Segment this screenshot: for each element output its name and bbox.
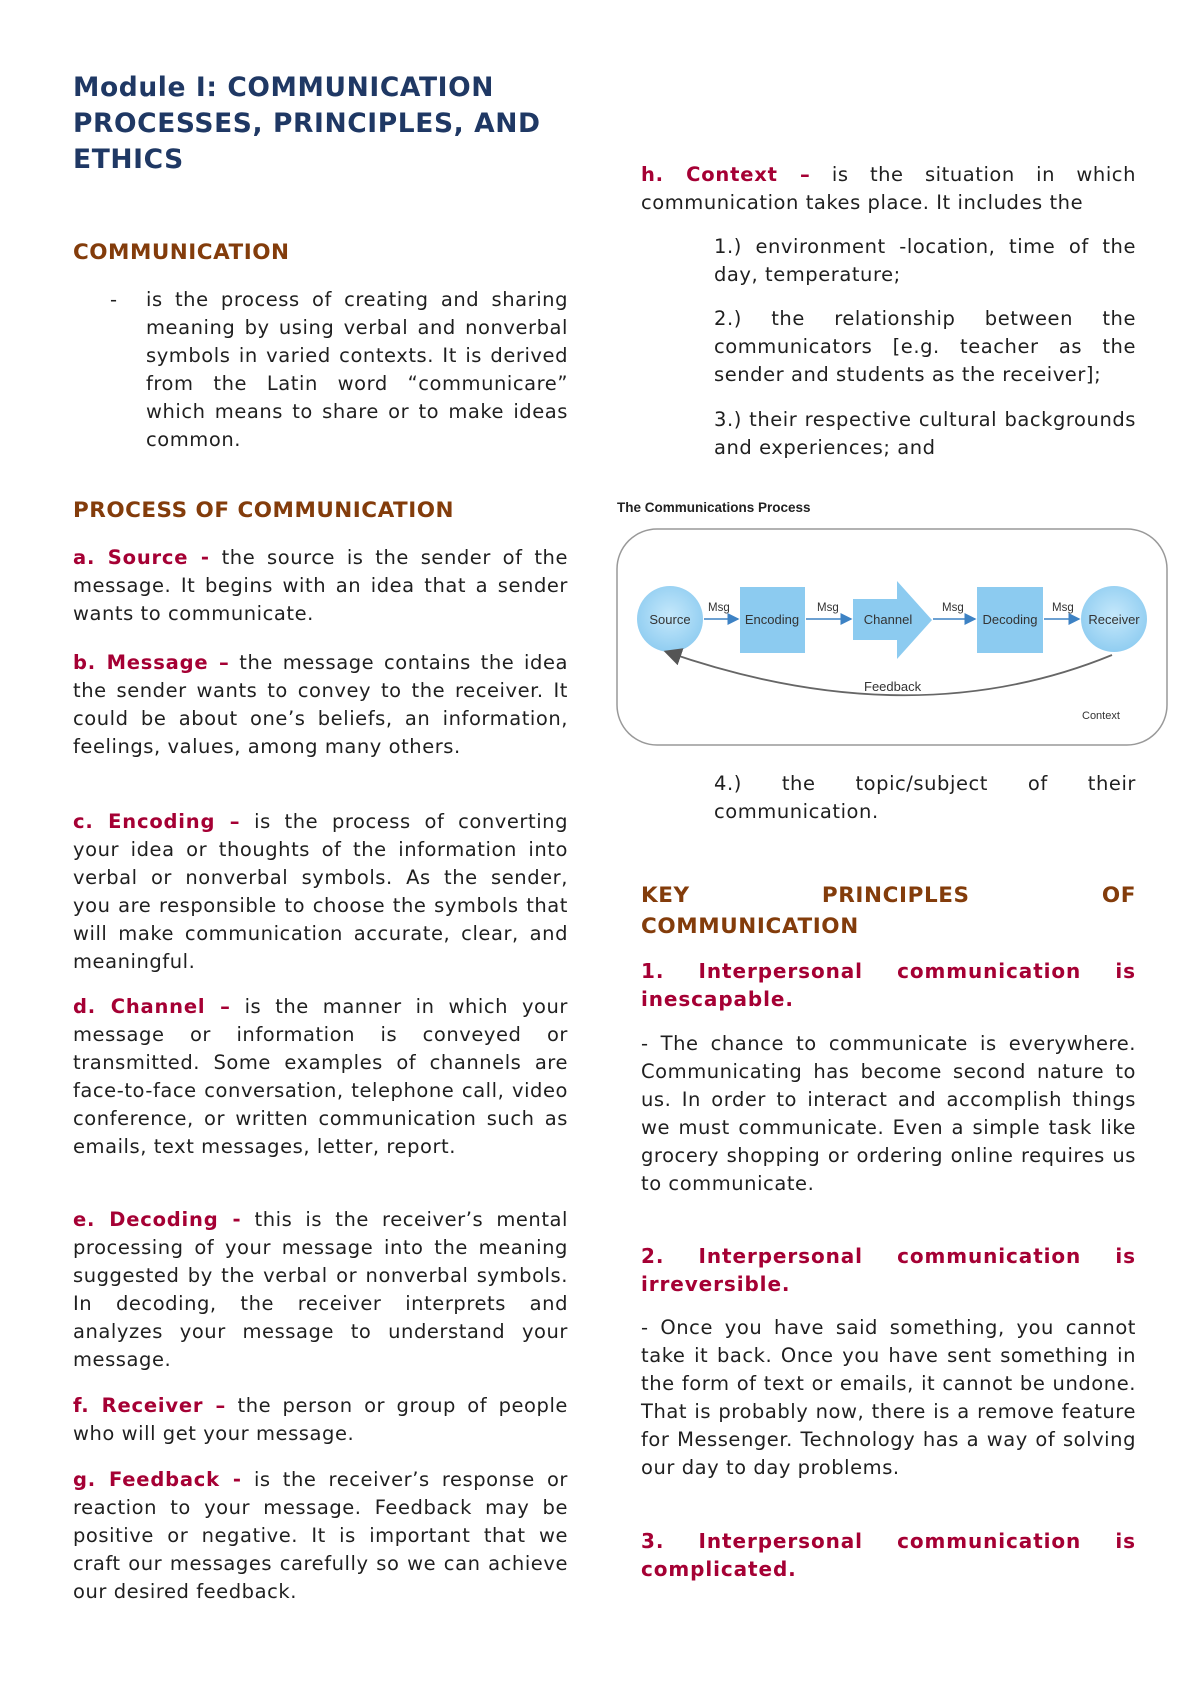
context-label: Context — [1082, 710, 1120, 722]
context-list-item: 1.) environment -location, time of the day, temperature; — [714, 235, 1136, 286]
principles-heading-word: KEY — [641, 883, 690, 908]
process-term: b. Message – — [73, 651, 230, 674]
context-list-item: 4.) the topic/subject of their communication. — [714, 772, 1136, 823]
node-label: Receiver — [1088, 612, 1140, 627]
process-term: h. Context – — [641, 163, 811, 186]
process-item-source — [73, 544, 568, 628]
process-item-feedback — [73, 1466, 568, 1606]
diagram-title: The Communications Process — [617, 500, 811, 515]
process-term: d. Channel – — [73, 995, 231, 1018]
principle-title: 1. Interpersonal communication is inescapable. — [641, 959, 1136, 1011]
process-item-channel — [73, 993, 568, 1161]
process-desc: is the receiver’s response or reaction to your message. Feedback may be positive or negative. It is important that we craft our messages carefully so we can achieve our desired feedback. — [73, 1468, 568, 1603]
process-desc: this is the receiver’s mental processing of your message into the meaning suggested by the verbal or nonverbal symbols. In decoding, the receiver interprets and analyzes your message to understand your message. — [73, 1208, 568, 1371]
principles-heading — [641, 880, 1136, 942]
process-item-message — [73, 649, 568, 761]
node-label: Channel — [863, 612, 913, 627]
process-desc: is the situation in which communication takes place. It includes the — [641, 163, 1136, 214]
node-label: Encoding — [744, 612, 800, 627]
process-term: g. Feedback - — [73, 1468, 242, 1491]
process-item-receiver — [73, 1392, 568, 1448]
msg-label: Msg — [1052, 602, 1074, 614]
msg-label: Msg — [942, 602, 964, 614]
communication-heading: COMMUNICATION — [73, 240, 290, 265]
bullet-dash: - — [110, 288, 118, 311]
process-item-context — [641, 161, 1136, 217]
feedback-label: Feedback — [864, 679, 922, 694]
principles-heading-line2: COMMUNICATION — [641, 914, 859, 939]
process-heading: PROCESS OF COMMUNICATION — [73, 498, 454, 523]
page-title: Module I: COMMUNICATION PROCESSES, PRINCIPLES, AND ETHICS — [73, 72, 541, 175]
principles-heading-word: PRINCIPLES — [821, 883, 970, 908]
msg-label: Msg — [708, 602, 730, 614]
communication-definition: is the process of creating and sharing meaning by using verbal and nonverbal symbols in varied contexts. It is derived from the Latin word “communicare” which means to share or to make ideas common. — [146, 288, 568, 451]
process-desc: is the process of converting your idea or thoughts of the information into verbal or nonverbal symbols. As the sender, you are responsible to choose the symbols that will make communication accurate, clear, and meaningful. — [73, 810, 568, 973]
process-desc: the source is the sender of the message. It begins with an idea that a sender wants to communicate. — [73, 546, 569, 625]
process-term: a. Source - — [73, 546, 210, 569]
context-list-item: 2.) the relationship between the communicators [e.g. teacher as the sender and students as the receiver]; — [714, 307, 1136, 386]
context-list-item: 3.) their respective cultural backgrounds and experiences; and — [714, 408, 1136, 459]
principles-heading-word: OF — [1101, 883, 1136, 908]
principle-title: 3. Interpersonal communication is complicated. — [641, 1529, 1136, 1581]
process-desc: the person or group of people who will get your message. — [73, 1394, 568, 1445]
principle-text: - Once you have said something, you cannot take it back. Once you have sent something in the form of text or emails, it cannot be undone. That is probably now, there is a remove feature for Messenger. Technology has a way of solving our day to day problems. — [641, 1316, 1136, 1479]
process-item-decoding — [73, 1206, 568, 1374]
process-term: f. Receiver – — [73, 1394, 227, 1417]
node-label: Decoding — [982, 612, 1038, 627]
process-desc: the message contains the idea the sender wants to convey to the receiver. It could be about one’s beliefs, an information, feelings, values, among many others. — [73, 651, 568, 758]
process-desc: is the manner in which your message or information is conveyed or transmitted. Some examples of channels are face-to-face conversation, telephone call, video conference, or written communication such as emails, text messages, letter, report. — [73, 995, 568, 1158]
communication-process-diagram — [612, 527, 1172, 749]
process-item-encoding — [73, 808, 568, 976]
node-label: Source — [649, 612, 691, 627]
process-term: c. Encoding – — [73, 810, 241, 833]
principle-text: - The chance to communicate is everywhere. Communicating has become second nature to us. In order to interact and accomplish things we must communicate. Even a simple task like grocery shopping or ordering online requires us to communicate. — [641, 1032, 1136, 1195]
msg-label: Msg — [817, 602, 839, 614]
process-term: e. Decoding - — [73, 1208, 242, 1231]
principle-title: 2. Interpersonal communication is irreversible. — [641, 1244, 1136, 1296]
